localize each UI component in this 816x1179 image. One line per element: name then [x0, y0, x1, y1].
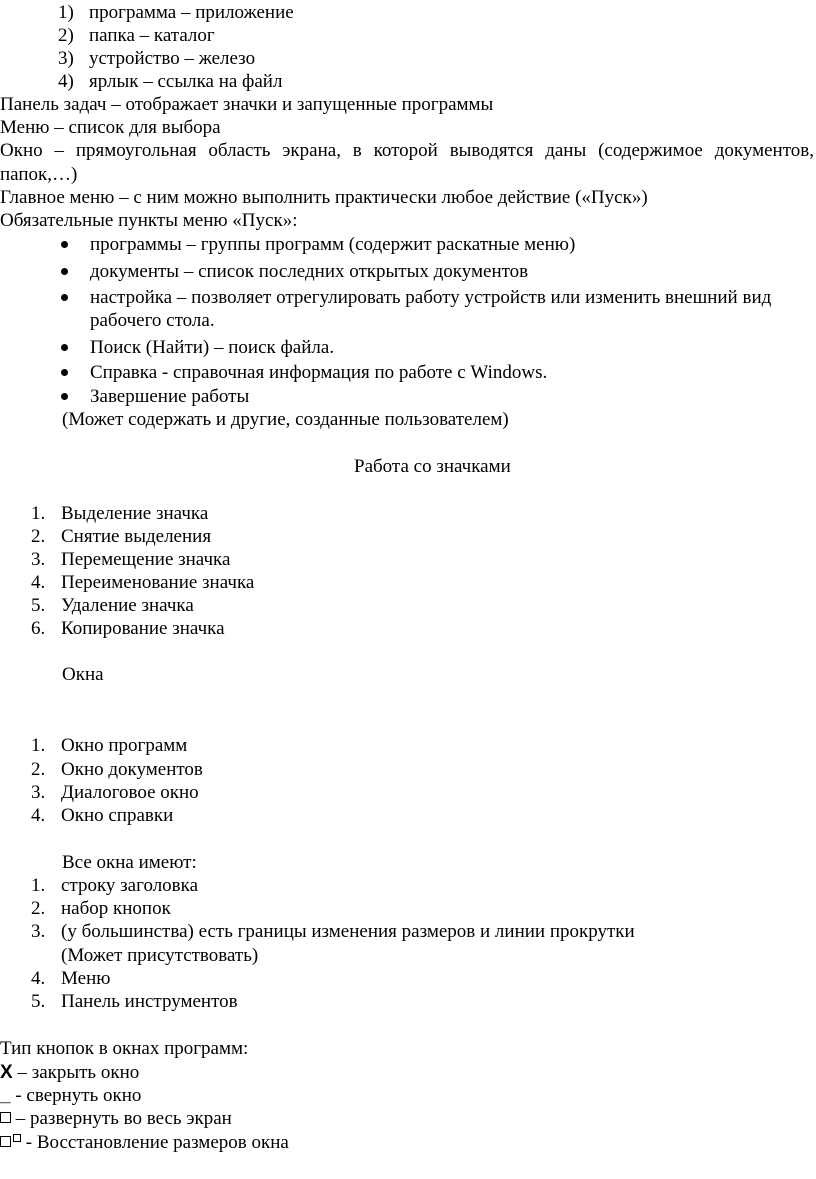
- icons-heading: Работа со значками: [354, 456, 511, 477]
- close-button-row: [0, 1062, 139, 1084]
- document-page: 1) программа – приложение 2) папка – каталог 3) устройство – железо 4) ярлык – ссылка на файл Панель задач – отображает значки и запущенные программы Меню – список для выбора Окно – прямоугольная область экрана, в которой выводятся даны (содержимое документов, папок,…) Главное меню – с ним можно выполнить практически любое действие («Пуск») Обязательные пункты меню «Пуск»: программы – группы программ (содержит раскатные меню) документы – список последних открытых документов настройка – позволяет отрегулировать работу устройств или изменить внешний вид рабочего стола. Поиск (Найти) – поиск файла. Справка - справочная информация по работе с Windows. Завершение работы (Может содержать и другие, созданные пользователем) Работа со значками 1. Выделение значка 2. Снятие выделения 3. Перемещение значка 4. Переименование значка 5. Удаление значка 6. Копирование значка Окна 1. Окно программ 2. Окно документов 3. Диалоговое окно 4. Окно справки Все окна имеют: 1. строку заголовка 2. набор кнопок 3. (у большинства) есть границы изменения размеров и линии прокрутки (Может присутствовать) 4. Меню 5. Панель инструментов Тип кнопок в окнах программ: X – закрыть окно _ - свернуть окно – развернуть во весь экран - Восстановление размеров окна: [0, 2, 814, 1153]
- def-window-line1: Окно – прямоугольная область экрана, в которой выводятся даны (содержимое документов,: [0, 140, 814, 161]
- bullet-icon: [61, 344, 68, 351]
- minimize-button-row: [0, 1085, 141, 1107]
- bullet-icon: [61, 268, 68, 275]
- def-window-line2: папок,…): [0, 164, 78, 185]
- start-item: программы – группы программ (содержит раскатные меню): [90, 234, 576, 255]
- all-windows-heading: Все окна имеют:: [62, 852, 197, 873]
- windows-heading: Окна: [62, 664, 104, 685]
- bullet-icon: [61, 294, 68, 301]
- start-item: Поиск (Найти) – поиск файла.: [90, 337, 335, 358]
- maximize-button-row: [0, 1108, 232, 1130]
- maximize-desc: – развернуть во весь экран: [11, 1108, 232, 1129]
- bullet-icon: [61, 393, 68, 400]
- restore-icon: [0, 1136, 11, 1147]
- close-icon: X: [0, 1062, 13, 1083]
- bullet-icon: [61, 369, 68, 376]
- minimize-desc: - свернуть окно: [10, 1085, 142, 1106]
- restore-icon-small: [13, 1134, 21, 1142]
- start-item: документы – список последних открытых документов: [90, 261, 529, 282]
- start-item-continuation: рабочего стола.: [90, 310, 215, 331]
- def-required-items: Обязательные пункты меню «Пуск»:: [0, 210, 298, 231]
- minimize-icon: _: [0, 1085, 11, 1106]
- start-item: Справка - справочная информация по работе с Windows.: [90, 362, 548, 383]
- def-taskbar: Панель задач – отображает значки и запущенные программы: [0, 94, 494, 115]
- maximize-icon: [0, 1112, 11, 1123]
- start-note: (Может содержать и другие, созданные пользователем): [62, 409, 509, 430]
- close-desc: – закрыть окно: [12, 1062, 140, 1083]
- restore-desc: - Восстановление размеров окна: [21, 1132, 289, 1153]
- def-main-menu: Главное меню – с ним можно выполнить практически любое действие («Пуск»): [0, 187, 648, 208]
- buttons-heading: Тип кнопок в окнах программ:: [0, 1038, 249, 1059]
- start-item: настройка – позволяет отрегулировать работу устройств или изменить внешний вид: [90, 287, 772, 308]
- def-menu: Меню – список для выбора: [0, 117, 221, 138]
- bullet-icon: [61, 241, 68, 248]
- start-item: Завершение работы: [90, 386, 250, 407]
- restore-button-row: [0, 1132, 289, 1154]
